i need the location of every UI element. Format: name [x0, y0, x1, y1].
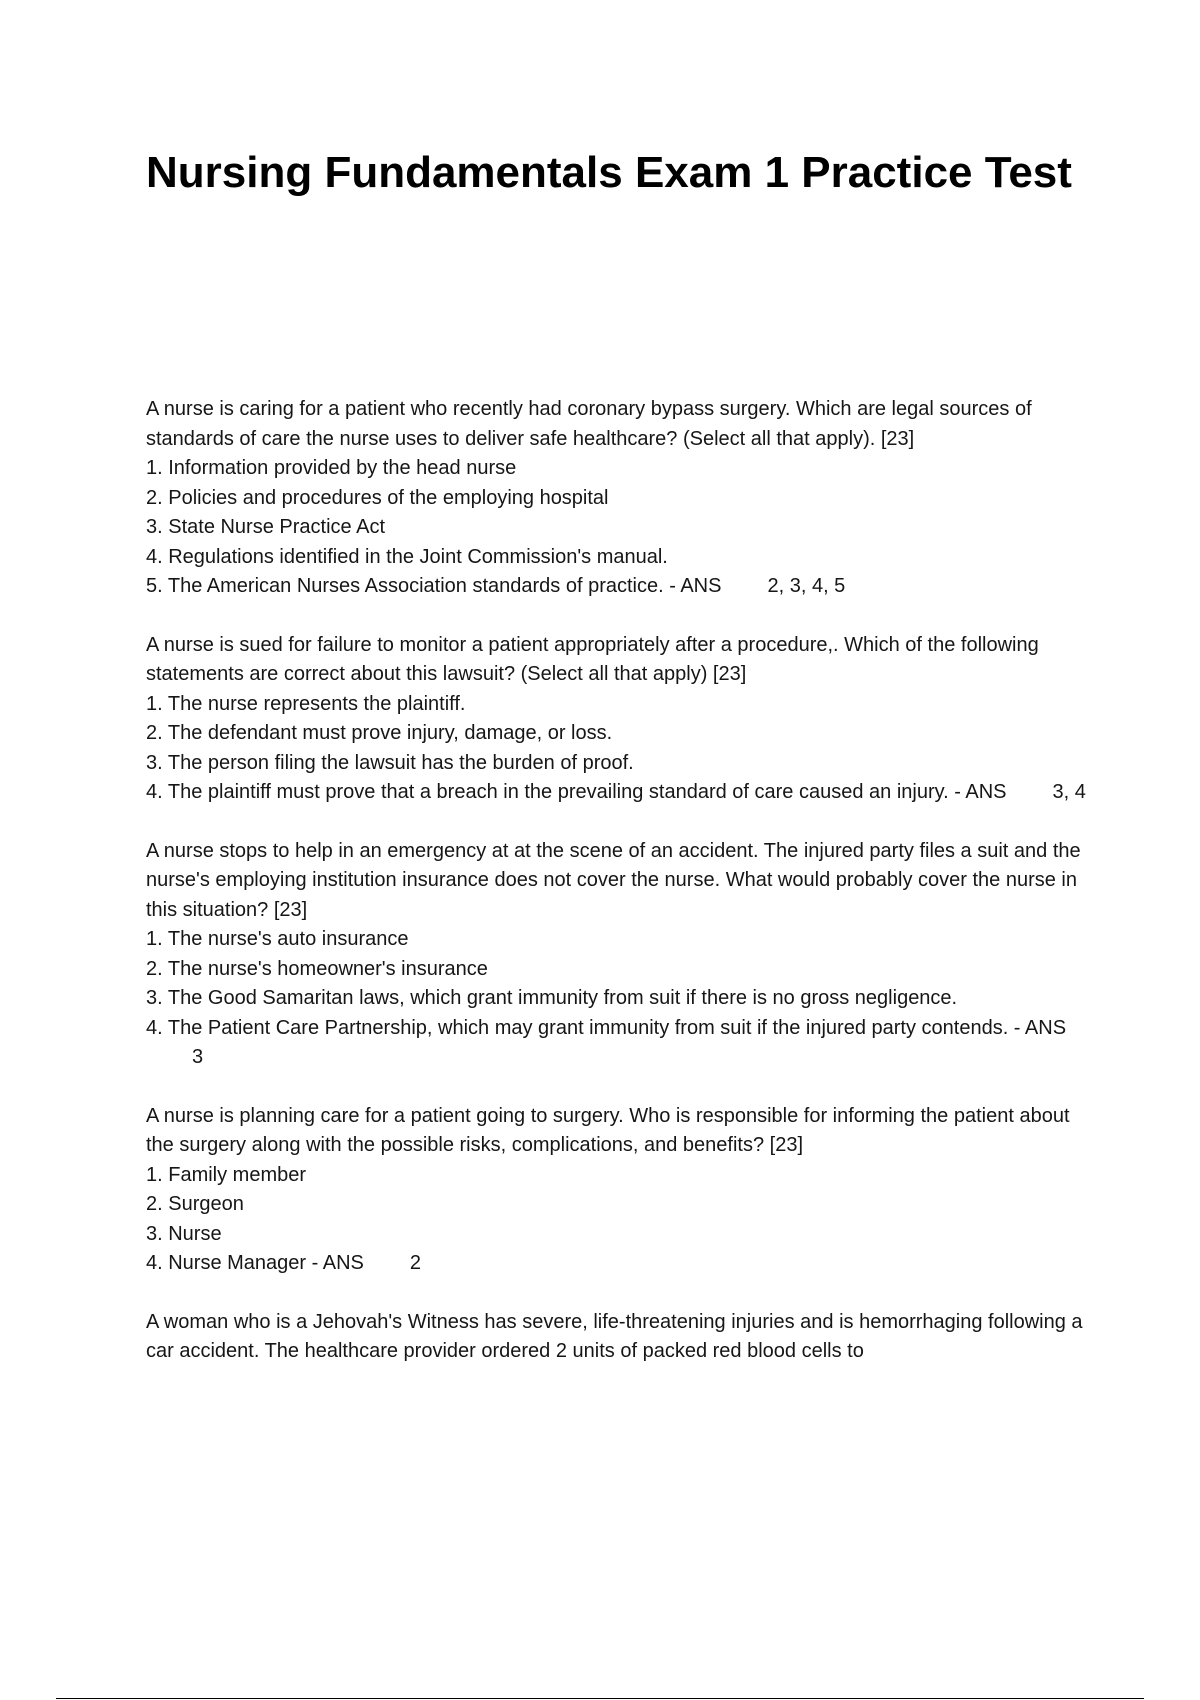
page-divider: [56, 1698, 1144, 1699]
option: 1. The nurse's auto insurance: [146, 928, 409, 950]
option: 2. The nurse's homeowner's insurance: [146, 957, 488, 980]
option: 5. The American Nurses Association standards of practice. - ANS: [146, 575, 722, 597]
option: 1. Information provided by the head nurse: [146, 457, 517, 479]
page-title: Nursing Fundamentals Exam 1 Practice Test: [146, 148, 1072, 197]
option: 3. Nurse: [146, 1222, 222, 1245]
answer: 3, 4: [1052, 781, 1086, 803]
option: 3. State Nurse Practice Act: [146, 516, 385, 538]
question-text: A nurse stops to help in an emergency at at the scene of an accident. The injured party files a suit and the nurse's employing institution insurance does not cover the nurse. What would probably cover the nurse in this situation? [23]: [146, 839, 1081, 921]
question-text: A nurse is planning care for a patient going to surgery. Who is responsible for informing the patient about the surgery along with the possible risks, complications, and benefits? [23]: [146, 1104, 1070, 1156]
question-1: [146, 395, 1086, 602]
option: 4. The Patient Care Partnership, which may grant immunity from suit if the injured party contends. - ANS: [146, 1016, 1067, 1039]
option: 4. The plaintiff must prove that a breach in the prevailing standard of care caused an injury. - ANS: [146, 781, 1007, 803]
option: 2. Surgeon: [146, 1193, 244, 1215]
option-with-answer: [146, 1014, 1086, 1073]
question-list: [146, 395, 1086, 1396]
question-text: A woman who is a Jehovah's Witness has severe, life-threatening injuries and is hemorrhaging following a car accident. The healthcare provider ordered 2 units of packed red blood cells to: [146, 1310, 1083, 1362]
option-with-answer: [146, 778, 1086, 808]
option: 3. The Good Samaritan laws, which grant immunity from suit if there is no gross negligence.: [146, 987, 958, 1009]
option: 2. Policies and procedures of the employing hospital: [146, 486, 609, 509]
answer: 2: [409, 1252, 421, 1274]
option: 3. The person filing the lawsuit has the burden of proof.: [146, 751, 634, 774]
option: 1. Family member: [146, 1163, 307, 1186]
option-with-answer: [146, 1249, 1086, 1279]
option: 2. The defendant must prove injury, damage, or loss.: [146, 722, 613, 744]
answer: 2, 3, 4, 5: [767, 575, 846, 597]
question-text: A nurse is sued for failure to monitor a patient appropriately after a procedure,. Which of the following statements are correct about this lawsuit? (Select all that apply) [23]: [146, 633, 1039, 685]
option: 4. Regulations identified in the Joint Commission's manual.: [146, 545, 668, 568]
question-2: [146, 631, 1086, 808]
option: 4. Nurse Manager - ANS: [146, 1252, 364, 1274]
question-5: [146, 1308, 1086, 1367]
option: 1. The nurse represents the plaintiff.: [146, 692, 466, 715]
question-4: [146, 1102, 1086, 1279]
question-text: A nurse is caring for a patient who recently had coronary bypass surgery. Which are legal sources of standards of care the nurse uses to deliver safe healthcare? (Select all that apply). [23]: [146, 398, 1032, 450]
option-with-answer: [146, 572, 1086, 602]
question-3: [146, 837, 1086, 1073]
answer: 3: [192, 1046, 204, 1068]
